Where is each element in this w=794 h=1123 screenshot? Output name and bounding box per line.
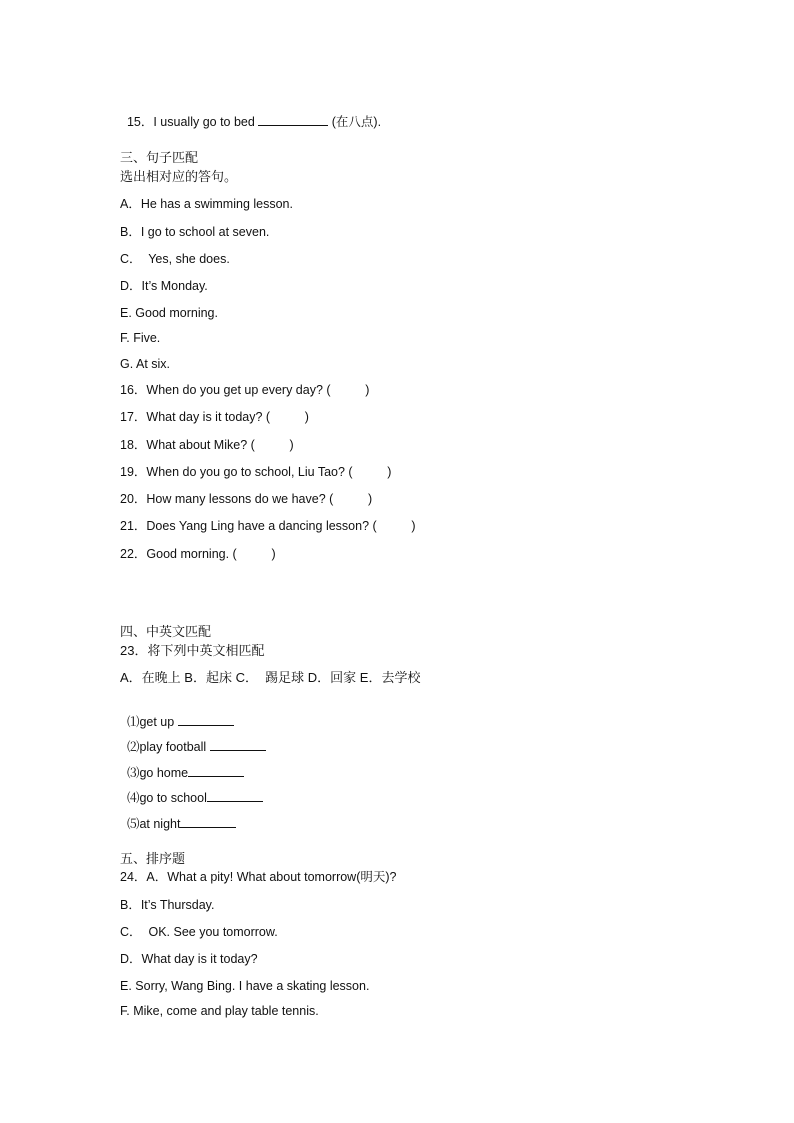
sentence-line-c: C． OK. See you tomorrow.: [120, 925, 278, 939]
match-item-label: ⑸at night: [126, 817, 181, 831]
question-21: 21．Does Yang Ling have a dancing lesson? ( ): [120, 519, 416, 533]
match-item-label: ⑶go home: [126, 766, 189, 780]
match-item-label: ⑷go to school: [126, 791, 207, 805]
sentence-line-e: E. Sorry, Wang Bing. I have a skating lesson.: [120, 979, 370, 993]
match-item-label: ⑴get up: [126, 715, 178, 729]
section-5-heading: 五、排序题: [120, 851, 186, 866]
match-item-label: ⑵play football: [126, 740, 210, 754]
question-16: 16．When do you get up every day? ( ): [120, 383, 370, 397]
question-17: 17．What day is it today? ( ): [120, 410, 309, 424]
sentence-line-f: F. Mike, come and play table tennis.: [120, 1004, 319, 1018]
section-4-instruction: 23．将下列中英文相匹配: [120, 643, 265, 658]
question-15: [120, 97, 381, 130]
question-22: 22．Good morning. ( ): [120, 547, 276, 561]
question-text: I usually go to bed: [153, 115, 259, 129]
sentence-line-d: D．What day is it today?: [120, 952, 258, 966]
option-f: F. Five.: [120, 331, 161, 345]
section-3-instruction: 选出相对应的答句。: [120, 169, 238, 184]
option-b: B．I go to school at seven.: [120, 225, 270, 239]
option-e: E. Good morning.: [120, 306, 218, 320]
section-3-heading: 三、句子匹配: [120, 150, 199, 165]
question-19: 19．When do you go to school, Liu Tao? ( ): [120, 465, 392, 479]
answer-blank[interactable]: [258, 113, 328, 126]
question-hint: (在八点).: [328, 115, 382, 129]
answer-blank[interactable]: [180, 815, 236, 828]
option-a: A．He has a swimming lesson.: [120, 197, 293, 211]
question-18: 18．What about Mike? ( ): [120, 438, 294, 452]
sentence-line-a: 24．A．What a pity! What about tomorrow(明天)?: [120, 870, 397, 884]
section-4-heading: 四、中英文匹配: [120, 624, 212, 639]
option-g: G. At six.: [120, 357, 171, 371]
question-20: 20．How many lessons do we have? ( ): [120, 492, 373, 506]
question-number: 15．: [126, 115, 154, 129]
section-4-options: A．在晚上 B．起床 C． 踢足球 D．回家 E．去学校: [120, 670, 421, 685]
option-d: D．It’s Monday.: [120, 279, 208, 293]
option-c: C． Yes, she does.: [120, 252, 230, 266]
match-item-5: [120, 799, 236, 832]
sentence-line-b: B．It’s Thursday.: [120, 898, 215, 912]
